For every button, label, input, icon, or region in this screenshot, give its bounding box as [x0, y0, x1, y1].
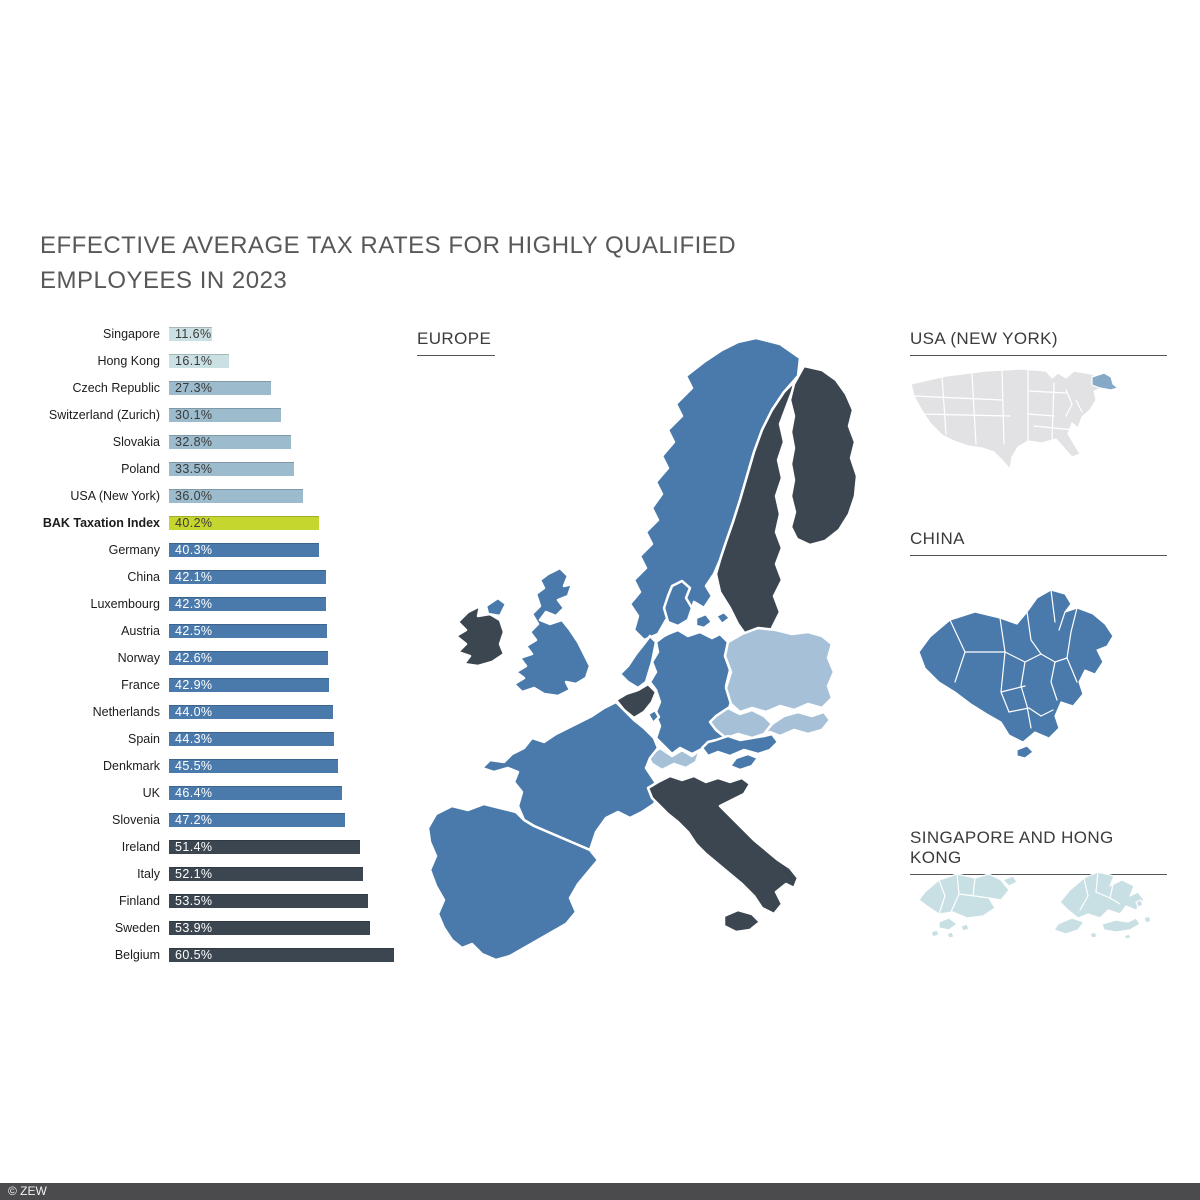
bar-value: 60.5% [175, 947, 213, 962]
china-map-outline [919, 590, 1113, 742]
bar-label: Netherlands [92, 704, 160, 719]
bar [169, 678, 329, 692]
bar [169, 624, 327, 638]
bar-row [0, 536, 420, 563]
bar-row [0, 482, 420, 509]
bar [169, 786, 342, 800]
bar [169, 813, 345, 827]
bar-chart [0, 320, 420, 968]
bar-value: 30.1% [175, 407, 213, 422]
section-header-europe: EUROPE [417, 329, 495, 356]
bar-row [0, 698, 420, 725]
bar [169, 354, 229, 368]
bar-label: BAK Taxation Index [42, 515, 160, 530]
bar-label: Sweden [114, 920, 160, 935]
bar-value: 36.0% [175, 488, 213, 503]
bar-label: Switzerland (Zurich) [48, 407, 160, 422]
europe-map-denmark-island2 [716, 612, 730, 624]
bar-label: Czech Republic [72, 380, 160, 395]
bar-label: USA (New York) [70, 488, 160, 503]
bar-value: 42.5% [175, 623, 213, 638]
bar-label: Spain [128, 731, 160, 746]
bar-row [0, 833, 420, 860]
bar [169, 651, 328, 665]
bar-row [0, 455, 420, 482]
china-map [905, 582, 1130, 762]
bar-row [0, 428, 420, 455]
bar-row [0, 914, 420, 941]
europe-map-uk [514, 568, 590, 696]
bar [169, 597, 326, 611]
europe-map-slovenia [730, 754, 758, 770]
bar-label: Hong Kong [97, 353, 160, 368]
bar [169, 516, 319, 530]
bar-value: 51.4% [175, 839, 213, 854]
bar-row [0, 401, 420, 428]
bar-label: China [127, 569, 160, 584]
bar-label: Austria [121, 623, 160, 638]
bar-row [0, 887, 420, 914]
bar-value: 45.5% [175, 758, 213, 773]
bar [169, 894, 368, 908]
bar-label: France [121, 677, 160, 692]
bar-value: 40.2% [175, 515, 213, 530]
bar-label: Norway [117, 650, 160, 665]
bar-label: Denkmark [103, 758, 160, 773]
bar-value: 46.4% [175, 785, 213, 800]
europe-map-sicily [724, 910, 760, 932]
singapore-map [905, 860, 1030, 940]
bar-row [0, 752, 420, 779]
bar-value: 44.0% [175, 704, 213, 719]
bar-value: 42.1% [175, 569, 213, 584]
bar-row [0, 563, 420, 590]
bar-value: 42.3% [175, 596, 213, 611]
china-map-hainan [1017, 746, 1033, 758]
usa-map-outline [911, 369, 1106, 469]
bar-value: 32.8% [175, 434, 213, 449]
bar-row [0, 806, 420, 833]
bar-value: 11.6% [175, 326, 212, 341]
bar-label: Ireland [121, 839, 160, 854]
bar-value: 53.9% [175, 920, 213, 935]
bar-label: UK [142, 785, 160, 800]
bar-value: 47.2% [175, 812, 213, 827]
bar-row [0, 725, 420, 752]
bar [169, 921, 370, 935]
bar [169, 327, 212, 341]
bar-value: 42.9% [175, 677, 213, 692]
bar-row [0, 320, 420, 347]
page-title [40, 228, 736, 298]
bar-label: Luxembourg [90, 596, 160, 611]
bar-row [0, 347, 420, 374]
bar [169, 840, 360, 854]
footer-bar [0, 1183, 1200, 1200]
section-header-singapore-hongkong: SINGAPORE AND HONG KONG [910, 828, 1167, 875]
copyright-text: © ZEW [8, 1184, 47, 1198]
bar-value: 44.3% [175, 731, 213, 746]
bar-row [0, 590, 420, 617]
bar [169, 570, 326, 584]
bar [169, 489, 303, 503]
bar-row [0, 941, 420, 968]
bar [169, 408, 281, 422]
bar-value: 53.5% [175, 893, 213, 908]
bar [169, 381, 271, 395]
bar-row [0, 509, 420, 536]
bar-value: 40.3% [175, 542, 213, 557]
page-title-line1: EFFECTIVE AVERAGE TAX RATES FOR HIGHLY QUALIFIED [40, 232, 737, 259]
europe-map [420, 336, 875, 986]
bar-value: 16.1% [175, 353, 213, 368]
usa-map [906, 364, 1131, 479]
bar-row [0, 671, 420, 698]
hongkong-map [1040, 860, 1160, 940]
bar [169, 435, 291, 449]
bar-row [0, 644, 420, 671]
europe-map-finland [790, 366, 857, 545]
bar-label: Singapore [103, 326, 160, 341]
bar-label: Italy [137, 866, 160, 881]
bar [169, 948, 394, 962]
europe-map-italy [648, 776, 798, 914]
europe-map-slovakia [764, 712, 830, 736]
bar-row [0, 617, 420, 644]
bar-value: 52.1% [175, 866, 213, 881]
bar-label: Slovenia [112, 812, 160, 827]
bar [169, 759, 338, 773]
bar [169, 543, 319, 557]
hongkong-map-islands [1054, 872, 1151, 939]
bar-value: 42.6% [175, 650, 213, 665]
europe-map-germany [650, 630, 731, 754]
bar [169, 732, 334, 746]
europe-map-czech-republic [710, 708, 772, 738]
bar [169, 867, 363, 881]
singapore-map-islands [919, 874, 1017, 938]
section-header-china: CHINA [910, 529, 1167, 556]
bar-value: 33.5% [175, 461, 213, 476]
bar [169, 462, 294, 476]
bar-row [0, 374, 420, 401]
bar-label: Germany [108, 542, 160, 557]
bar-row [0, 860, 420, 887]
bar-label: Belgium [114, 947, 160, 962]
bar-label: Slovakia [112, 434, 160, 449]
bar [169, 705, 333, 719]
bar-row [0, 779, 420, 806]
page-title-line2: EMPLOYEES IN 2023 [40, 267, 288, 294]
europe-map-northern-ireland [486, 598, 506, 616]
bar-label: Poland [121, 461, 160, 476]
section-header-usa: USA (NEW YORK) [910, 329, 1167, 356]
europe-map-poland [725, 628, 834, 712]
europe-map-denmark-island1 [696, 614, 712, 628]
bar-value: 27.3% [175, 380, 213, 395]
bar-label: Finland [119, 893, 160, 908]
